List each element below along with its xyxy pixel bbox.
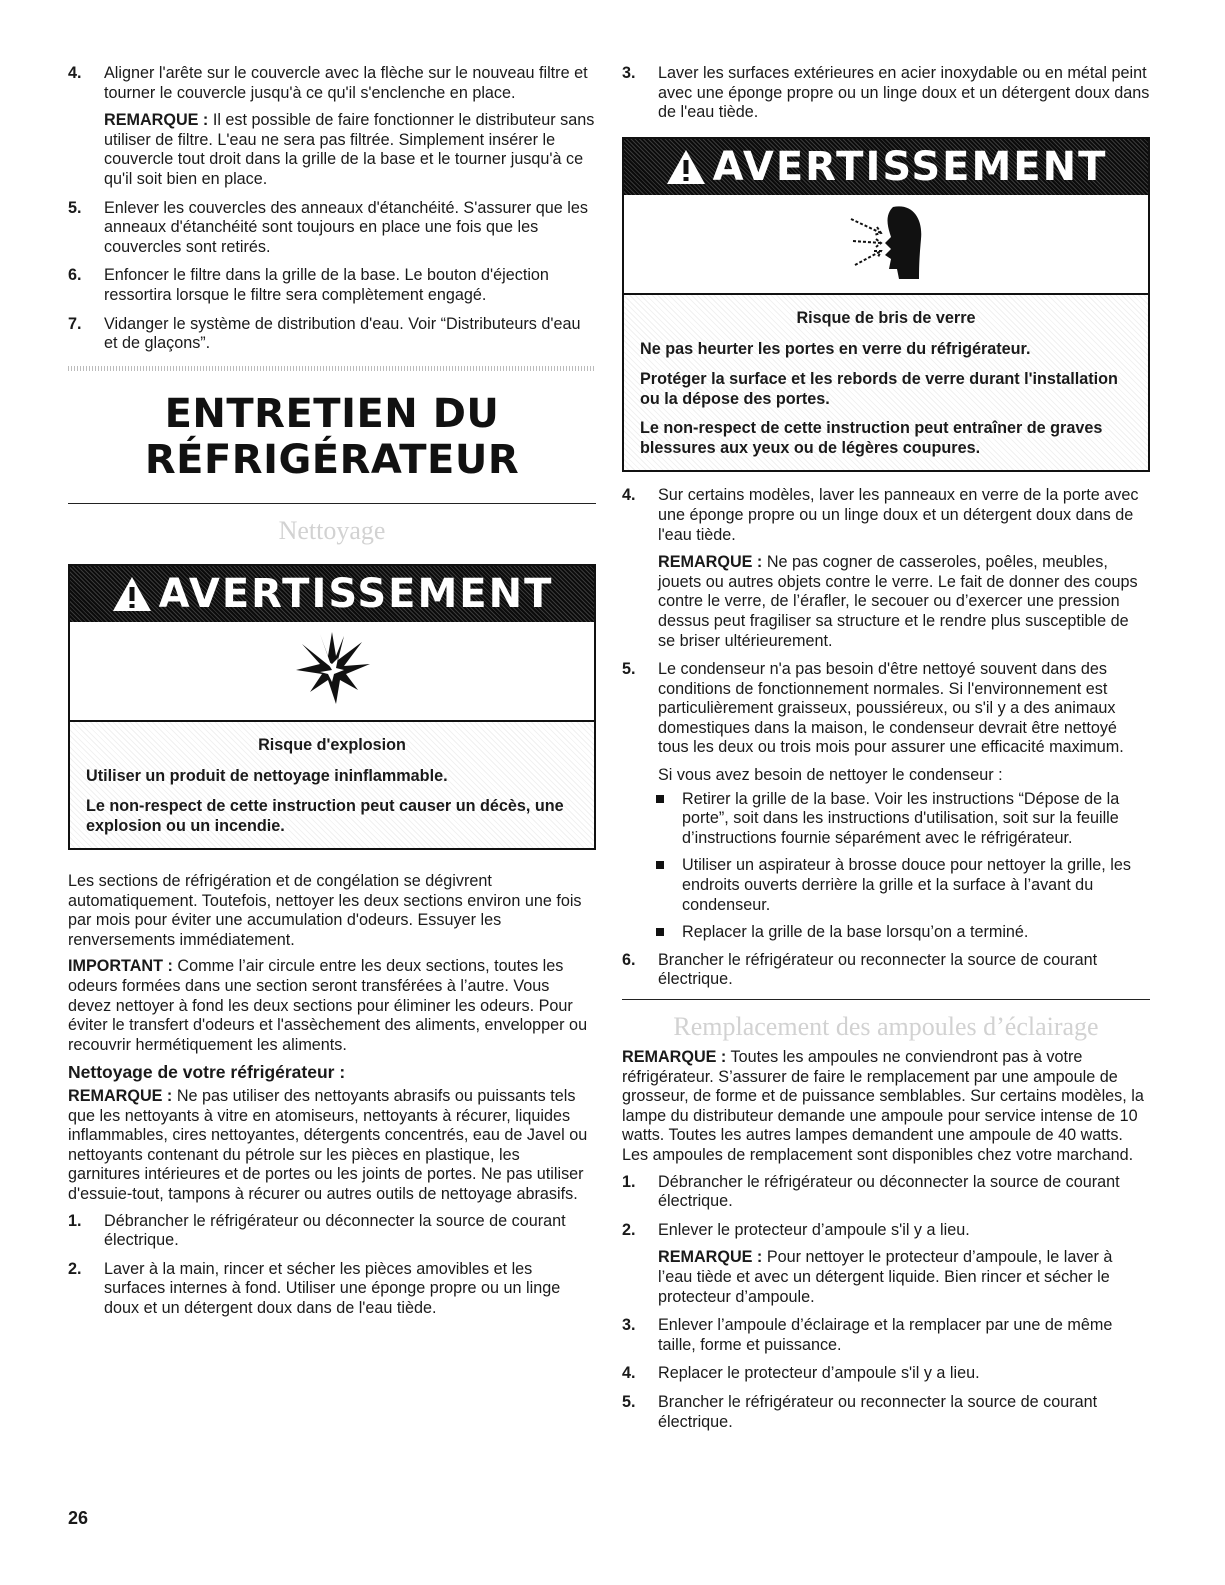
list-item: [622, 951, 1150, 990]
step-text: Sur certains modèles, laver les panneaux en verre de la porte avec une éponge propre ou un linge doux et un détergent doux dans de l'eau tiède.: [658, 486, 1139, 544]
list-item: [622, 1316, 1150, 1355]
note-text: Pour nettoyer le protecteur d’ampoule, le laver à l’eau tiède et avec un détergent liquide. Bien rincer et sécher le protecteur d’ampoule.: [658, 1248, 1113, 1306]
section-title-line: RÉFRIGÉRATEUR: [144, 436, 520, 483]
step-number: 1.: [622, 1172, 636, 1191]
step-number: 5.: [622, 1392, 636, 1411]
step-number: 4.: [68, 64, 82, 82]
important-text: Comme l’air circule entre les deux sections, toutes les odeurs formées dans une section seront transférées à l’autre. Vous devez nettoyer à fond les deux sections pour éliminer les odeurs. Pour éviter le transfert d'odeurs et l'assèchement des aliments, envelopper ou recouvrir hermétiquement les aliments.: [68, 957, 588, 1054]
warning-header: [70, 566, 594, 622]
list-item: [622, 1173, 1150, 1212]
divider: [68, 366, 596, 371]
step-text: Laver à la main, rincer et sécher les pièces amovibles et les surfaces internes à fond. Utiliser une éponge propre ou un linge doux et un détergent doux dans de l'eau tiède.: [104, 1259, 561, 1317]
warning-risk: Risque de bris de verre: [796, 308, 976, 327]
step-text: Enlever l’ampoule d’éclairage et la remplacer par une de même taille, forme et puissance.: [658, 1316, 1113, 1354]
list-item: [68, 64, 596, 190]
warning-icon-area: [624, 195, 1148, 295]
step-note: [104, 111, 596, 189]
list-item: [622, 64, 1150, 123]
section-title: [68, 391, 596, 483]
note-label: REMARQUE :: [104, 111, 209, 130]
step-number: 4.: [622, 1364, 636, 1383]
step-extra: Si vous avez besoin de nettoyer le condenseur :: [658, 766, 1003, 785]
step-text: Brancher le réfrigérateur ou reconnecter la source de courant électrique.: [658, 950, 1098, 989]
remark-text: Ne pas utiliser des nettoyants abrasifs ou puissants tels que les nettoyants à vitre en atomiseurs, nettoyants à récurer, liquides inflammables, cires nettoyantes, détergents concentrés, eau de Javel ou nettoyants contenant du pétrole sur les pièces en plastique, les garnitures intérieures et de portes ou les joints de portes. Ne pas utiliser d'essuie-tout, tampons à récurer ou autres outils de nettoyage abrasifs.: [68, 1087, 588, 1203]
step-number: 3.: [622, 64, 636, 82]
explosion-icon: [292, 630, 372, 712]
remark-label: REMARQUE :: [68, 1087, 173, 1106]
remark-label: REMARQUE :: [622, 1048, 727, 1066]
bullet-icon: [656, 861, 664, 869]
warning-box: [622, 137, 1150, 473]
step-text: Laver les surfaces extérieures en acier inoxydable ou en métal peint avec une éponge propre ou un linge doux et un détergent doux dans de l'eau tiède.: [658, 64, 1150, 122]
left-column: [68, 64, 596, 1328]
note-text: Ne pas cogner de casseroles, poêles, meubles, jouets ou autres objets contre le verre. Le fait de donner des coups contre le verre, de l’érafler, le secouer ou d’exercer une pression dessus peut fragiliser sa structure et le rendre plus susceptible de se briser ultérieurement.: [658, 553, 1138, 650]
warning-title: AVERTISSEMENT: [158, 570, 554, 617]
note-text: Il est possible de faire fonctionner le distributeur sans utiliser de filtre. L'eau ne sera pas filtrée. Simplement insérer le couvercle tout droit dans la grille de la base et le tourner jusqu'à ce qu'il soit bien en place.: [104, 111, 595, 188]
warning-body: [624, 295, 1148, 471]
step-number: 4.: [622, 486, 636, 505]
list-item: [68, 315, 596, 354]
bullet-text: Utiliser un aspirateur à brosse douce pour nettoyer la grille, les endroits ouverts derrière la grille et la surface à l’avant du condenseur.: [682, 856, 1131, 914]
remark-text: Toutes les ampoules ne conviendront pas à votre réfrigérateur. S’assurer de faire le remplacement par une ampoule de grosseur, de forme et de puissance semblables. Sur certains modèles, la lampe du distributeur demande une ampoule pour service intense de 10 watts. Toutes les autres lampes demandent une ampoule de 40 watts. Les ampoules de remplacement sont disponibles chez votre marchand.: [622, 1048, 1144, 1164]
step-text: Débrancher le réfrigérateur ou déconnecter la source de courant électrique.: [104, 1211, 566, 1250]
step-number: 2.: [622, 1220, 636, 1239]
bullet-item: [622, 790, 1150, 849]
page-number: 26: [68, 1508, 89, 1528]
section-title-line: ENTRETIEN DU: [164, 390, 500, 437]
warning-title: AVERTISSEMENT: [712, 143, 1108, 190]
list-item: [622, 1364, 1150, 1384]
step-text: Enlever le protecteur d’ampoule s'il y a lieu.: [658, 1220, 970, 1239]
bullet-list: [622, 790, 1150, 943]
note-label: REMARQUE :: [658, 553, 763, 572]
list-item: [68, 199, 596, 258]
bullet-text: Replacer la grille de la base lorsqu’on a terminé.: [682, 923, 1029, 942]
bullet-icon: [656, 795, 664, 803]
step-text: Enlever les couvercles des anneaux d'étanchéité. S'assurer que les anneaux d'étanchéité sont toujours en place une fois que les couvercles sont retirés.: [104, 198, 588, 256]
step-number: 5.: [622, 660, 636, 679]
flying-glass-head-icon: [841, 199, 931, 289]
paragraph: [68, 957, 596, 1055]
list-item: [622, 1221, 1150, 1307]
subheading: Nettoyage: [278, 515, 386, 545]
warning-box: [68, 564, 596, 850]
warning-icon-area: [70, 622, 594, 722]
subsection-title: Nettoyage de votre réfrigérateur :: [68, 1062, 346, 1083]
list-item: [68, 266, 596, 305]
warning-line: Protéger la surface et les rebords de verre durant l'installation ou la dépose des portes.: [640, 369, 1118, 408]
step-text: Enfoncer le filtre dans la grille de la base. Le bouton d'éjection ressortira lorsque le filtre sera complètement engagé.: [104, 266, 549, 304]
step-text: Brancher le réfrigérateur ou reconnecter la source de courant électrique.: [658, 1392, 1098, 1431]
warning-header: [624, 139, 1148, 195]
warning-triangle-icon: [111, 575, 153, 613]
step-number: 1.: [68, 1211, 82, 1230]
step-number: 3.: [622, 1316, 636, 1335]
bullet-text: Retirer la grille de la base. Voir les instructions “Dépose de la porte”, soit dans les instructions d'utilisation, soit sur la feuille d’instructions fournie séparément avec le réfrigérateur.: [682, 789, 1120, 847]
step-note: [658, 553, 1150, 651]
warning-risk: Risque d'explosion: [258, 735, 406, 754]
warning-line: Ne pas heurter les portes en verre du réfrigérateur.: [640, 340, 1031, 359]
step-text: Vidanger le système de distribution d'eau. Voir “Distributeurs d'eau et de glaçons”.: [104, 314, 581, 353]
step-text: Débrancher le réfrigérateur ou déconnecter la source de courant électrique.: [658, 1172, 1120, 1211]
step-number: 6.: [68, 266, 82, 285]
step-text: Replacer le protecteur d’ampoule s'il y a lieu.: [658, 1364, 980, 1383]
bullet-icon: [656, 928, 664, 936]
list-item: [622, 1393, 1150, 1432]
list-item: [622, 660, 1150, 786]
warning-body: [70, 722, 594, 848]
step-text: Le condenseur n'a pas besoin d'être nettoyé souvent dans des conditions de fonctionnement normales. Si l'environnement est particulièrement graisseux, poussiéreux, ou s'il y a des animaux domestiques dans la maison, le condenseur devrait être nettoyé tous les deux ou trois mois pour assurer une efficacité maximum.: [658, 660, 1124, 757]
warning-line: Le non-respect de cette instruction peut causer un décès, une explosion ou un incendie.: [86, 796, 564, 835]
step-text: Aligner l'arête sur le couvercle avec la flèche sur le nouveau filtre et tourner le couvercle jusqu'à ce qu'il s'enclenche en place.: [104, 64, 588, 102]
divider: [68, 503, 596, 504]
warning-triangle-icon: [665, 148, 707, 186]
divider: [622, 999, 1150, 1000]
bullet-item: [622, 856, 1150, 915]
bullet-item: [622, 923, 1150, 943]
subheading: Remplacement des ampoules d’éclairage: [673, 1012, 1099, 1041]
note-label: REMARQUE :: [658, 1248, 763, 1267]
paragraph: Les sections de réfrigération et de congélation se dégivrent automatiquement. Toutefois, nettoyer les deux sections environ une fois par mois pour éviter une accumulation d'odeurs. Essuyer les renversements immédiatement.: [68, 872, 582, 949]
step-number: 6.: [622, 950, 636, 969]
step-note: [658, 1248, 1150, 1307]
paragraph: [622, 1048, 1150, 1166]
warning-line: Utiliser un produit de nettoyage ininflammable.: [86, 767, 448, 786]
list-item: [68, 1212, 596, 1251]
important-label: IMPORTANT :: [68, 957, 173, 976]
warning-line: Le non-respect de cette instruction peut entraîner de graves blessures aux yeux ou de légères coupures.: [640, 419, 1103, 457]
paragraph: [68, 1087, 596, 1205]
step-number: 2.: [68, 1259, 82, 1278]
right-column: [622, 64, 1150, 1441]
list-item: [622, 486, 1150, 651]
step-number: 5.: [68, 198, 82, 217]
step-number: 7.: [68, 314, 82, 333]
list-item: [68, 1260, 596, 1319]
